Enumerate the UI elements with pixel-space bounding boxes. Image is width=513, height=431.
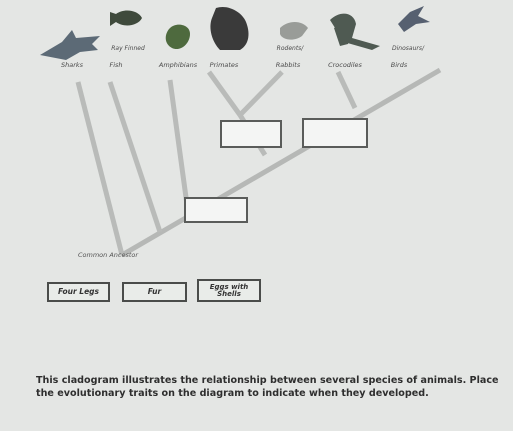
fish-icon: [110, 11, 142, 26]
node-drop-box-mammals[interactable]: [220, 120, 282, 148]
taxon-rayfinned-label: Ray Finned: [111, 45, 145, 52]
branch-amphibians: [170, 80, 188, 212]
taxon-primates-label: Primates: [209, 61, 239, 69]
taxon-crocodiles-label: Crocodiles: [328, 61, 362, 69]
shark-icon: [40, 30, 100, 60]
instructions-text: This cladogram illustrates the relationship between several species of animals. Place the evolutionary traits on the diagram to indicate when they developed.: [36, 375, 499, 399]
taxon-dinosaurs-label: Dinosaurs/: [392, 45, 424, 52]
trait-fur[interactable]: Fur: [122, 282, 187, 302]
rat-icon: [280, 22, 308, 40]
gorilla-icon: [210, 7, 248, 50]
branch-sharks: [78, 82, 122, 255]
branch-primates: [209, 72, 240, 115]
taxon-sharks-label: Sharks: [60, 61, 84, 69]
animal-icons: [0, 0, 513, 70]
bird-icon: [398, 6, 430, 32]
taxon-rayfinned-label-2: Fish: [109, 61, 123, 69]
taxon-amphibians-label: Amphibians: [158, 61, 198, 69]
node-drop-box-amniotes-2[interactable]: [302, 118, 368, 148]
trait-eggs-with-shells[interactable]: Eggs with Shells: [197, 279, 261, 302]
taxon-dinosaurs-label-2: Birds: [390, 61, 408, 69]
common-ancestor-label: Common Ancestor: [78, 251, 139, 259]
taxon-rodents-label: Rodents/: [276, 45, 304, 52]
trunk-line: [122, 70, 440, 255]
node-drop-box-tetrapods[interactable]: [184, 197, 248, 223]
branch-rodents: [240, 72, 282, 115]
frog-icon: [166, 25, 190, 49]
branch-rayfinned: [110, 82, 160, 232]
trait-four-legs[interactable]: Four Legs: [47, 282, 110, 302]
branch-crocodiles: [338, 72, 355, 108]
taxon-rodents-label-2: Rabbits: [275, 61, 301, 69]
